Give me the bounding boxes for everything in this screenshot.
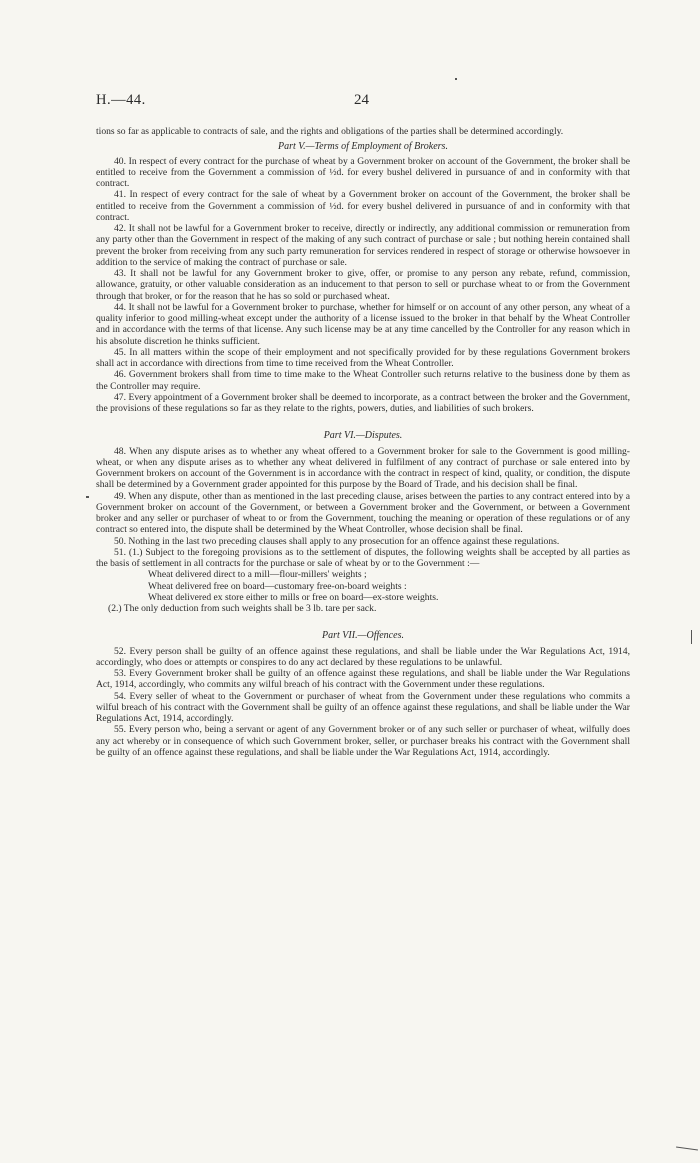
paragraph: 44. It shall not be lawful for a Government broker to purchase, whether for himself or on account of any other person, any wheat of a quality inferior to good milling-wheat except under the authority of a license issued to the broker in that behalf by the Wheat Controller and in accordance with the terms of that license. Any such license may be at any time cancelled by the Controller for any reason which in his absolute discretion he thinks sufficient. (96, 301, 630, 347)
paragraph: 55. Every person who, being a servant or agent of any Government broker or of any such seller or purchaser of wheat, wilfully does any act whereby or in consequence of which such Government broker, seller, or purchaser breaks his contract with the Government shall be guilty of an offence against these regulations, and shall be liable under the War Regulations Act, 1914, accordingly. (96, 724, 630, 758)
paragraph: 43. It shall not be lawful for any Government broker to give, offer, or promise to any person any rebate, refund, commission, allowance, gratuity, or other valuable consideration as an inducement to that person to sell or purchase wheat to or from the Government through that broker, or for the reason that he has so sold or purchased wheat. (96, 268, 630, 302)
body-text (96, 126, 630, 758)
paragraph: 50. Nothing in the last two preceding clauses shall apply to any prosecution for an offence against these regulations. (114, 535, 560, 547)
paragraph: 46. Government brokers shall from time to time make to the Wheat Controller such returns relative to the business done by them as the Controller may require. (96, 369, 630, 392)
paragraph: 47. Every appointment of a Government broker shall be deemed to incorporate, as a contract between the broker and the Government, the provisions of these regulations so far as they relate to the rights, powers, duties, and liabilities of such brokers. (96, 391, 630, 414)
scan-mark (691, 630, 692, 644)
paragraph: 42. It shall not be lawful for a Government broker to receive, directly or indirectly, any additional commission or remuneration from any party other than the Government in respect of the making of any such contract of purchase or sale ; but nothing herein contained shall prevent the broker from receiving from any such party remuneration for services rendered in respect of storage or otherwise howsoever in addition to the service of making the contract of purchase or sale. (96, 223, 630, 268)
paragraph: Wheat delivered free on board—customary free-on-board weights : (148, 580, 407, 592)
paragraph: Wheat delivered ex store either to mills or free on board—ex-store weights. (148, 591, 439, 603)
section-heading: Part V.—Terms of Employment of Brokers. (278, 141, 448, 153)
paragraph: 53. Every Government broker shall be guilty of an offence against these regulations, and shall be liable under the War Regulations Act, 1914, accordingly, who commits any wilful breach of his contract with the Government under these regulations. (96, 668, 630, 691)
scan-mark (455, 78, 457, 80)
paragraph: (2.) The only deduction from such weights shall be 3 lb. tare per sack. (108, 603, 377, 614)
paragraph: tions so far as applicable to contracts of sale, and the rights and obligations of the parties shall be determined accordingly. (96, 126, 564, 137)
scan-mark (86, 496, 89, 498)
paragraph: 54. Every seller of wheat to the Government or purchaser of wheat from the Government under these regulations who commits a wilful breach of his contract with the Government shall be guilty of an offence against these regulations, and shall be liable under the War Regulations Act, 1914, accordingly. (96, 690, 630, 724)
paragraph: 52. Every person shall be guilty of an offence against these regulations, and shall be liable under the War Regulations Act, 1914, accordingly, who does or attempts or conspires to do any act declared by these regulations to be unlawful. (96, 645, 630, 668)
paragraph: Wheat delivered direct to a mill—flour-millers' weights ; (148, 569, 367, 581)
page-header (96, 92, 630, 112)
scan-mark (676, 1146, 698, 1150)
page-number: 24 (354, 92, 369, 108)
section-heading: Part VII.—Offences. (322, 630, 404, 642)
paragraph: 48. When any dispute arises as to whether any wheat offered to a Government broker for sale to the Government is good milling-wheat, or when any dispute arises as to whether any wheat delivered in fulfilment of any contract of purchase or sale entered into by Government brokers on account of the Government is in accordance with the contract in respect of kind, quality, or condition, the dispute shall be determined by a Government grader appointed for this purpose by the Board of Trade, and his decision shall be final. (96, 445, 630, 491)
paragraph: 45. In all matters within the scope of their employment and not specifically provided for by these regulations Government brokers shall act in accordance with directions from time to time received from the Wheat Controller. (96, 346, 630, 369)
paragraph: 41. In respect of every contract for the sale of wheat by a Government broker on account of the Government, the broker shall be entitled to receive from the Government a commission of ½d. for every bushel delivered in pursuance of and in conformity with that contract. (96, 189, 630, 223)
section-heading: Part VI.—Disputes. (323, 430, 403, 442)
document-reference: H.—44. (96, 92, 146, 108)
paragraph: 49. When any dispute, other than as mentioned in the last preceding clause, arises between the parties to any contract entered into by a Government broker on account of the Government, or between a Government broker and the Government, or between a Government broker and any seller or purchaser of wheat to or from the Government, touching the meaning or operation of these regulations or of any contract so entered into, the dispute shall be determined by the Wheat Controller, whose decision shall be final. (96, 490, 630, 536)
paragraph: 51. (1.) Subject to the foregoing provisions as to the settlement of disputes, the following weights shall be accepted by all parties as the basis of settlement in all contracts for the purchase or sale of wheat by or to the Government :— (96, 546, 630, 569)
paragraph: 40. In respect of every contract for the purchase of wheat by a Government broker on account of the Government, the broker shall be entitled to receive from the Government a commission of ½d. for every bushel delivered in pursuance of and in conformity with that contract. (96, 155, 630, 189)
